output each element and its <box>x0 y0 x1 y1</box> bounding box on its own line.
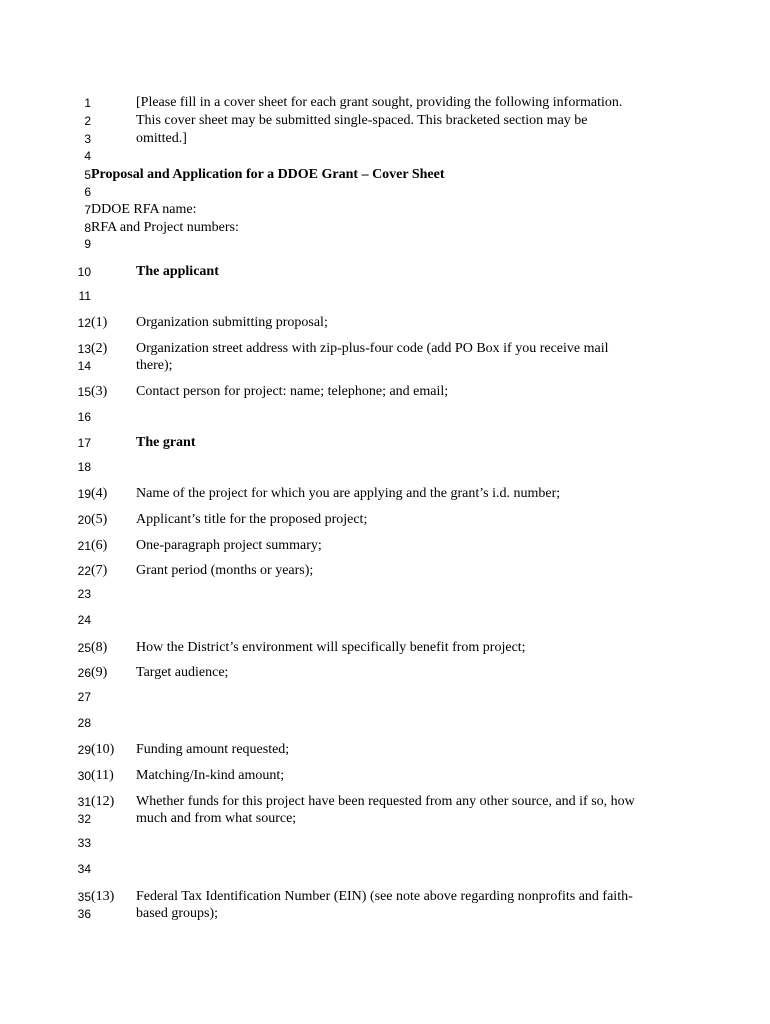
line-number: 5 <box>84 168 91 182</box>
item-text: Name of the project for which you are applying and the grant’s i.d. number; <box>136 486 561 501</box>
item-number: (4) <box>91 486 108 501</box>
line-number: 31 <box>77 795 91 809</box>
item-text: How the District’s environment will specifically benefit from project; <box>136 640 526 655</box>
line-number: 29 <box>77 743 91 757</box>
line-number: 23 <box>77 587 91 601</box>
item-text: Federal Tax Identification Number (EIN) (see note above regarding nonprofits and faith- <box>136 889 633 904</box>
line-number: 8 <box>84 221 91 235</box>
line-number: 33 <box>77 836 91 850</box>
intro-line: This cover sheet may be submitted single-spaced. This bracketed section may be <box>136 113 588 128</box>
line-number: 24 <box>77 613 91 627</box>
line-number: 4 <box>84 149 91 163</box>
item-text: One-paragraph project summary; <box>136 538 322 553</box>
line-number: 17 <box>77 436 91 450</box>
line-number: 11 <box>78 289 91 303</box>
line-number: 16 <box>77 410 91 424</box>
item-text: there); <box>136 358 173 373</box>
line-number: 28 <box>77 716 91 730</box>
line-number: 25 <box>77 641 91 655</box>
rfa-numbers-label: RFA and Project numbers: <box>91 220 239 235</box>
item-number: (1) <box>91 315 108 330</box>
item-text: Target audience; <box>136 665 229 680</box>
line-number: 30 <box>77 769 91 783</box>
item-text: Grant period (months or years); <box>136 563 314 578</box>
document-title: Proposal and Application for a DDOE Grant – Cover Sheet <box>91 167 445 182</box>
line-number: 22 <box>77 564 91 578</box>
line-number: 35 <box>77 890 91 904</box>
item-text: Organization submitting proposal; <box>136 315 328 330</box>
intro-line: omitted.] <box>136 131 187 146</box>
line-number: 10 <box>77 265 91 279</box>
line-number: 1 <box>84 96 91 110</box>
item-number: (2) <box>91 341 108 356</box>
item-number: (9) <box>91 665 108 680</box>
line-number: 13 <box>77 342 91 356</box>
line-number: 12 <box>77 316 91 330</box>
line-number: 18 <box>77 460 91 474</box>
item-number: (6) <box>91 538 108 553</box>
item-text: Funding amount requested; <box>136 742 290 757</box>
rfa-name-label: DDOE RFA name: <box>91 202 197 217</box>
line-number: 6 <box>84 185 91 199</box>
line-number: 19 <box>77 487 91 501</box>
line-number: 20 <box>77 513 91 527</box>
item-number: (7) <box>91 563 108 578</box>
item-text: Whether funds for this project have been requested from any other source, and if so, how <box>136 794 635 809</box>
line-number: 7 <box>84 203 91 217</box>
item-number: (12) <box>91 794 115 809</box>
line-number: 2 <box>84 114 91 128</box>
item-text: Applicant’s title for the proposed project; <box>136 512 368 527</box>
item-text: much and from what source; <box>136 811 297 826</box>
item-number: (10) <box>91 742 115 757</box>
item-number: (11) <box>91 768 114 783</box>
intro-line: [Please fill in a cover sheet for each grant sought, providing the following information. <box>136 95 623 110</box>
item-text: Organization street address with zip-plus-four code (add PO Box if you receive mail <box>136 341 609 356</box>
line-number: 3 <box>84 132 91 146</box>
line-number: 26 <box>77 666 91 680</box>
line-number: 32 <box>77 812 91 826</box>
line-number: 9 <box>84 237 91 251</box>
item-text: based groups); <box>136 906 219 921</box>
item-text: Contact person for project: name; telephone; and email; <box>136 384 449 399</box>
line-number: 14 <box>77 359 91 373</box>
item-number: (5) <box>91 512 108 527</box>
section-heading-grant: The grant <box>136 435 196 450</box>
line-number: 21 <box>77 539 91 553</box>
item-number: (8) <box>91 640 108 655</box>
line-number: 36 <box>77 907 91 921</box>
line-number: 27 <box>77 690 91 704</box>
section-heading-applicant: The applicant <box>136 264 219 279</box>
item-number: (13) <box>91 889 115 904</box>
item-text: Matching/In-kind amount; <box>136 768 285 783</box>
line-number: 34 <box>77 862 91 876</box>
item-number: (3) <box>91 384 108 399</box>
line-number: 15 <box>77 385 91 399</box>
